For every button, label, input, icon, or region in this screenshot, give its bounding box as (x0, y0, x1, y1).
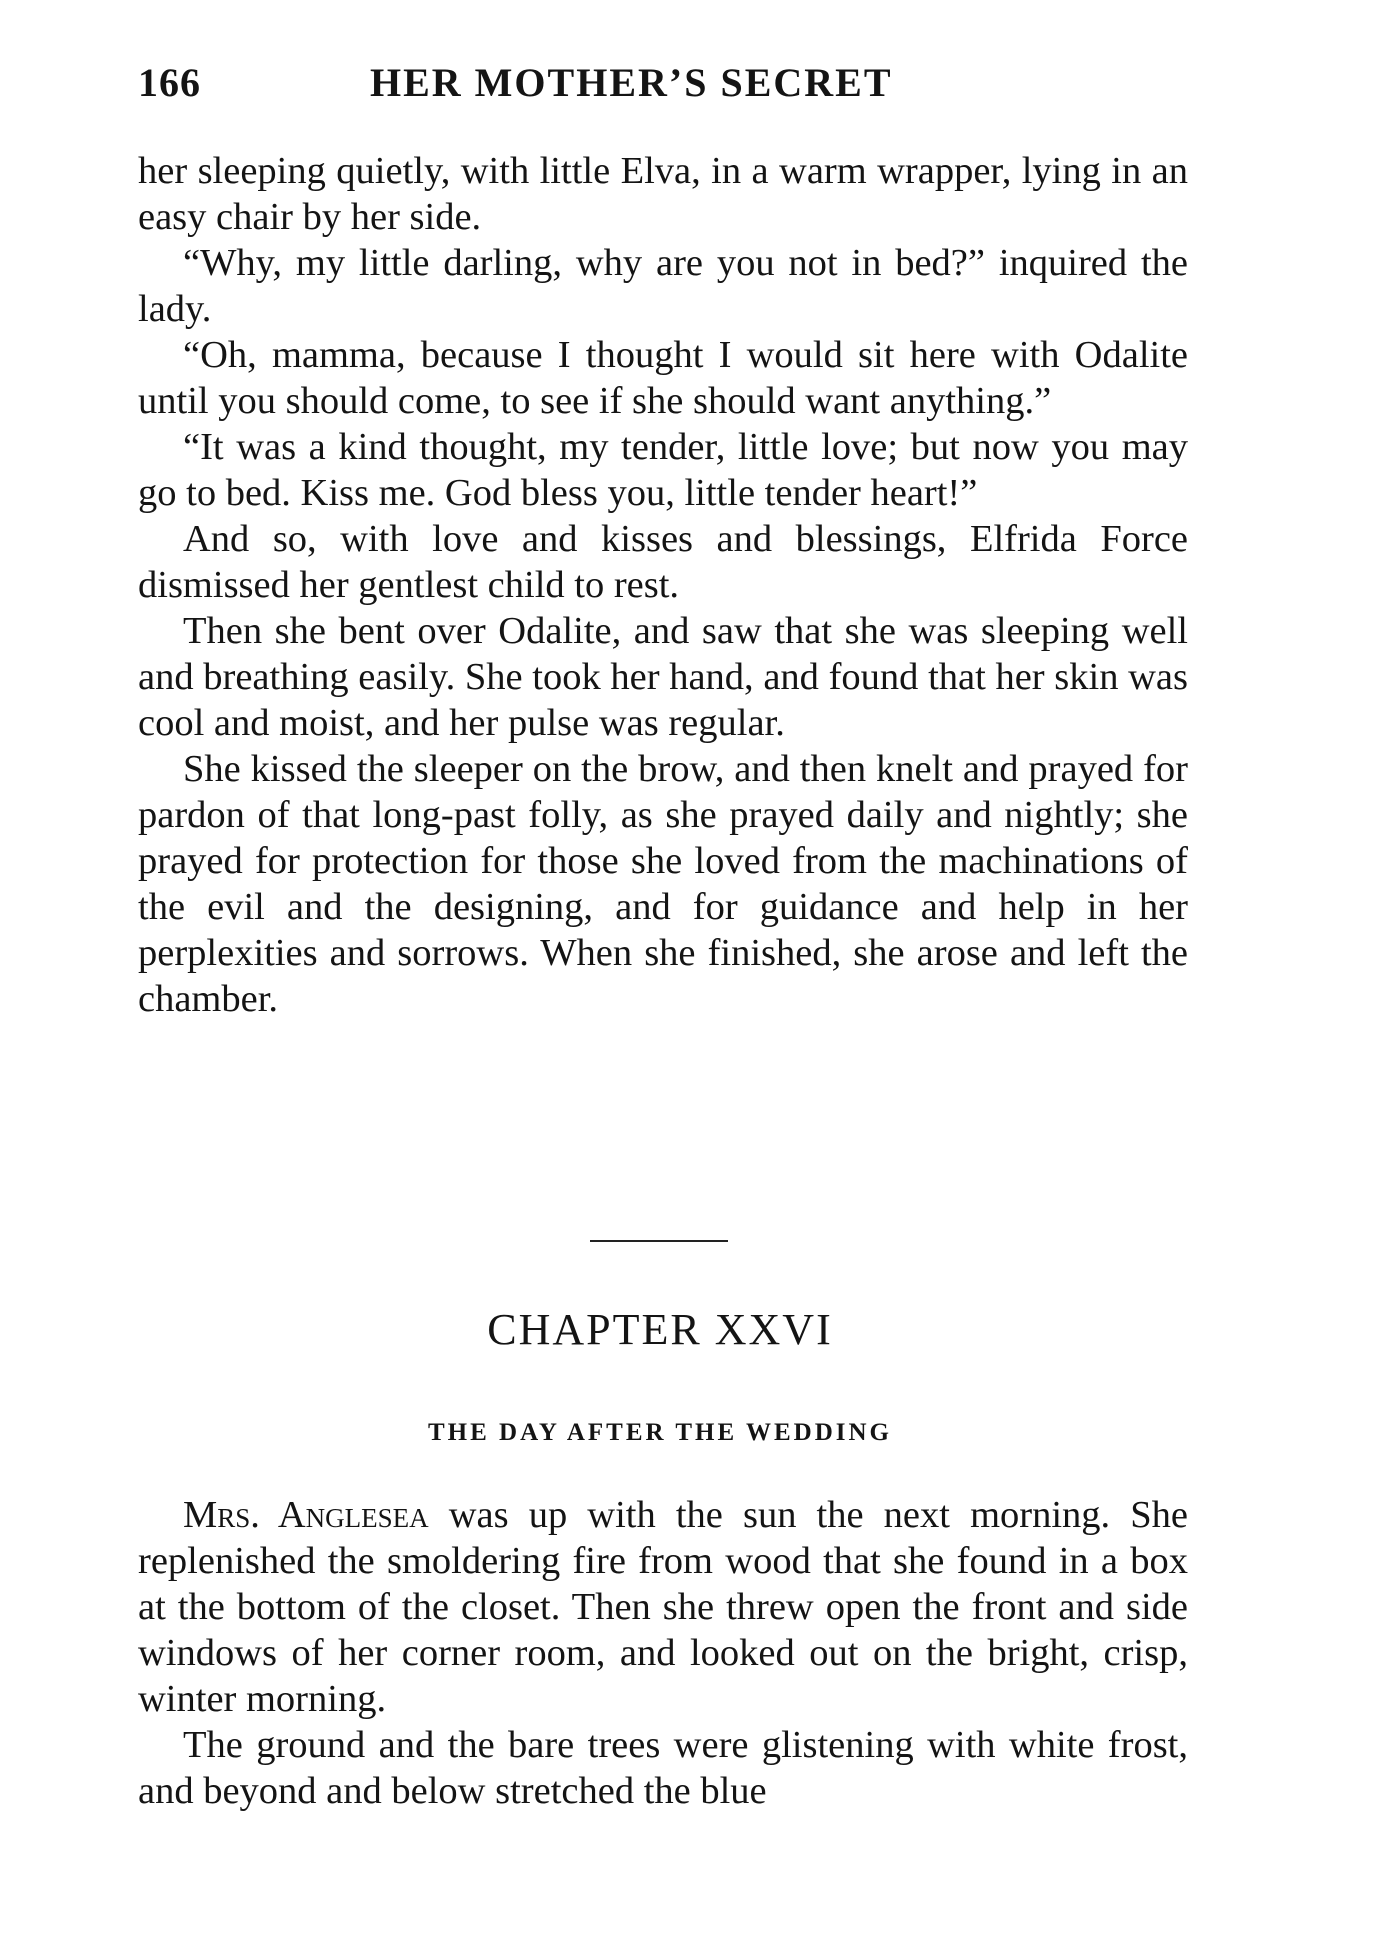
paragraph: “Why, my little darling, why are you not in bed?” inquired the lady. (138, 242, 1188, 330)
paragraph: And so, with love and kisses and blessings, Elfrida Force dismissed her gentlest child to rest. (138, 518, 1188, 606)
running-head (138, 58, 1188, 108)
paragraph: She kissed the sleeper on the brow, and then knelt and prayed for pardon of that long-past folly, as she prayed daily and nightly; she prayed for protection for those she loved from the machinations of the evil and the designing, and for guidance and help in her perplexities and sorrows. When she finished, she arose and left the chamber. (138, 748, 1188, 1020)
paragraph: Then she bent over Odalite, and saw that she was sleeping well and breathing easily. She took her hand, and found that her skin was cool and moist, and her pulse was regular. (138, 610, 1188, 744)
paragraph-continuation: her sleeping quietly, with little Elva, in a warm wrapper, lying in an easy chair by her side. (138, 150, 1188, 238)
chapter-title: CHAPTER XXVI (487, 1305, 833, 1354)
paragraph: “Oh, mamma, because I thought I would sit here with Odalite until you should come, to see if she should want anything.” (138, 334, 1188, 422)
paragraph-opening (138, 1492, 1188, 1722)
chapter-subtitle: THE DAY AFTER THE WEDDING (428, 1419, 892, 1446)
paragraph: The ground and the bare trees were glistening with white frost, and beyond and below stretched the blue (138, 1724, 1188, 1812)
running-title: HER MOTHER’S SECRET (370, 60, 893, 105)
section-one-text (138, 148, 1188, 1022)
section-divider-rule (590, 1240, 728, 1242)
paragraph: “It was a kind thought, my tender, little love; but now you may go to bed. Kiss me. God bless you, little tender heart!” (138, 426, 1188, 514)
section-two-text (138, 1492, 1188, 1814)
opening-paragraph-text: was up with the sun the next morning. She replenished the smoldering fire from wood that she found in a box at the bottom of the closet. Then she threw open the front and side windows of her corner room, and looked out on the bright, crisp, winter morning. (138, 1494, 1188, 1720)
opening-name-smallcaps: Mrs. Anglesea (183, 1494, 429, 1536)
page-number: 166 (138, 60, 201, 105)
